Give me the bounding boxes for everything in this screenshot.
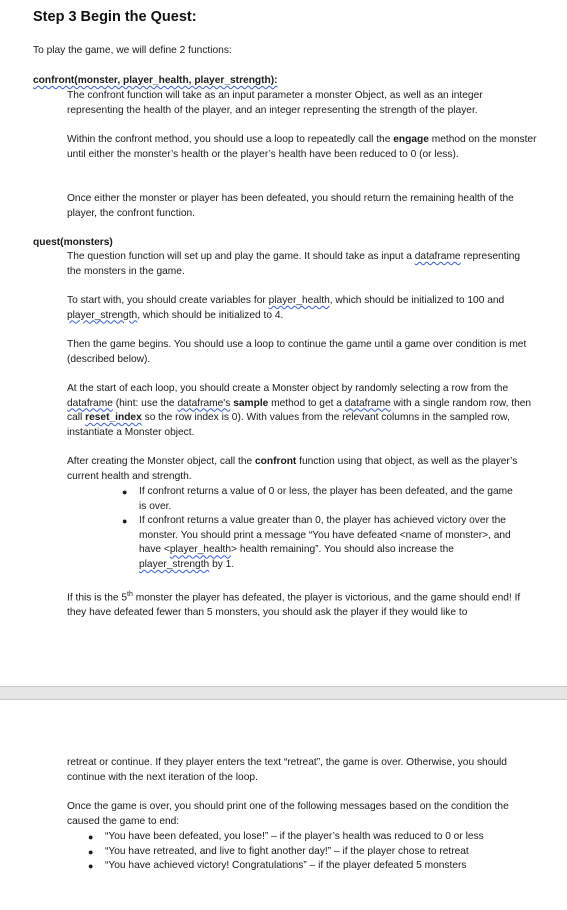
list-item: ● “You have achieved victory! Congratulations” – if the player defeated 5 monsters (105, 859, 545, 874)
confront-result-list (122, 485, 519, 573)
list-item: ● “You have been defeated, you lose!” – if the player’s health was reduced to 0 or less (105, 830, 545, 845)
quest-paragraph-5: After creating the Monster object, call the confront function using that object, as well as the player’s current health and strength. (67, 456, 518, 482)
quest-paragraph-2: To start with, you should create variables for player_health, which should be initialized to 100 and player_strength, which should be initialized to 4. (67, 295, 505, 321)
quest-paragraph-8: Once the game is over, you should print one of the following messages based on the condition the caused the game to end: (67, 801, 509, 827)
end-message-list (88, 830, 545, 874)
confront-signature: confront(monster, player_health, player_strength): (33, 75, 278, 86)
list-item: ● If confront returns a value of 0 or less, the player has been defeated, and the game is over. (122, 486, 513, 512)
engage-keyword: engage (393, 134, 429, 145)
bullet-icon: ● (88, 846, 94, 857)
confront-paragraph-2: Within the confront method, you should use a loop to repeatedly call the engage method on the monster until either the monster’s health or the player’s health have been reduced to 0 (or less). (67, 134, 537, 160)
list-item: ● If confront returns a value greater than 0, the player has achieved victory over the monster. You should print a message “You have defeated <name of monster>, and have <player_health> health remaining”. You should also increase the player_strength by 1. (122, 515, 511, 570)
quest-paragraph-3: Then the game begins. You should use a loop to continue the game until a game over condition is met (described below). (67, 339, 527, 365)
quest-paragraph-4: At the start of each loop, you should create a Monster object by randomly selecting a row from the dataframe (hint: use the dataframe's sample method to get a dataframe with a single random row, then call reset_index so the row index is 0). With values from the relevant columns in the sampled row, instantiate a Monster object. (67, 383, 532, 438)
list-item: ● “You have retreated, and live to fight another day!” – if the player chose to retreat (105, 845, 545, 860)
quest-signature: quest(monsters) (33, 237, 113, 248)
bullet-icon: ● (122, 487, 128, 497)
bullet-icon: ● (88, 832, 94, 842)
quest-paragraph-6: If this is the 5th monster the player has defeated, the player is victorious, and the game should end! If they have defeated fewer than 5 monsters, you should ask the player if they would like to (67, 591, 521, 618)
confront-paragraph-1: The confront function will take as an input parameter a monster Object, as well as an integer representing the health of the player, and an integer representing the strength of the player. (67, 90, 483, 116)
quest-paragraph-1: The question function will set up and play the game. It should take as input a dataframe representing the monsters in the game. (67, 251, 521, 277)
step-heading: Step 3 Begin the Quest: (33, 9, 197, 25)
intro-text: To play the game, we will define 2 functions: (33, 45, 232, 56)
page-break (0, 686, 567, 700)
bullet-icon: ● (88, 861, 94, 872)
document-page-2 (0, 700, 567, 910)
quest-paragraph-7: retreat or continue. If they player enters the text “retreat”, the game is over. Otherwise, you should continue with the next iteration of the loop. (67, 757, 507, 783)
confront-paragraph-3: Once either the monster or player has been defeated, you should return the remaining health of the player, the confront function. (67, 193, 514, 219)
bullet-icon: ● (122, 516, 128, 527)
